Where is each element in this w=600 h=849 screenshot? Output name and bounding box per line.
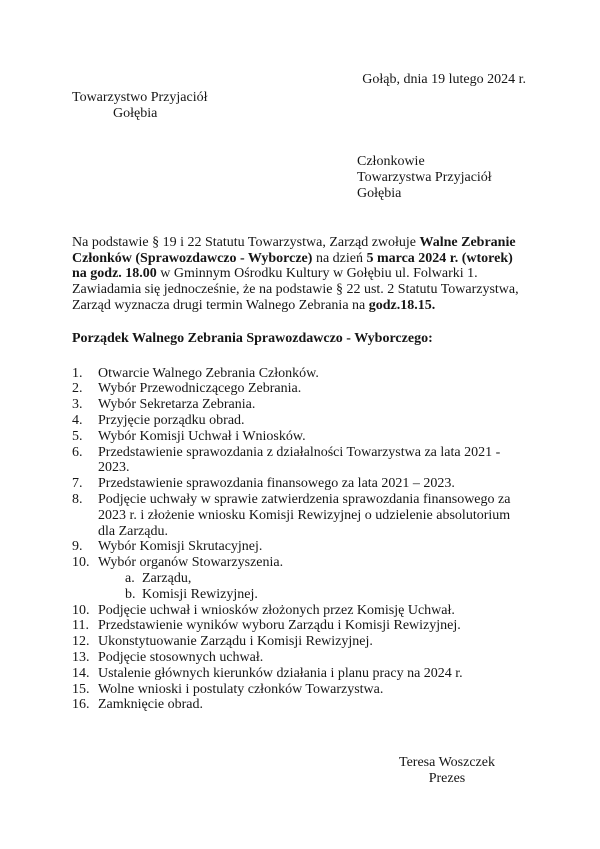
recipient-line: Członkowie: [357, 154, 425, 170]
agenda-subitem-text: Komisji Rewizyjnej.: [142, 586, 258, 602]
agenda-item: [72, 539, 530, 555]
agenda-item: [72, 650, 530, 666]
agenda-item-number: 5.: [72, 428, 83, 444]
agenda-item-text: Podjęcie uchwały w sprawie zatwierdzenia sprawozdania finansowego za 2023 r. i złożenie wniosku Komisji Rewizyjnej o udzielenie absolutorium dla Zarządu.: [98, 491, 511, 539]
agenda-item-number: 10.: [72, 602, 90, 618]
agenda-item-text: Wybór Komisji Uchwał i Wniosków.: [98, 428, 306, 444]
agenda-item: [72, 634, 530, 650]
agenda-item: [72, 492, 530, 539]
agenda-item-number: 4.: [72, 412, 83, 428]
agenda-subitem-letter: b.: [125, 586, 136, 602]
agenda-item-text: Wybór Sekretarza Zebrania.: [98, 397, 256, 413]
agenda-item-text: Wybór Komisji Skrutacyjnej.: [98, 539, 263, 555]
agenda-item-text: Wolne wnioski i postulaty członków Towarzystwa.: [98, 681, 384, 697]
intro-bold-segment: godz.18.15.: [368, 297, 436, 313]
agenda-item-text: Przyjęcie porządku obrad.: [98, 412, 245, 428]
agenda-subitem: [125, 571, 530, 587]
agenda-item-text: Zamknięcie obrad.: [98, 697, 203, 713]
sender-name: Towarzystwo Przyjaciół: [72, 89, 208, 105]
intro-bold-segment: Walne Zebranie Członków (Sprawozdawczo - Wyborcze): [72, 234, 516, 266]
agenda-item: [72, 381, 530, 397]
agenda-item-number: 16.: [72, 697, 90, 713]
agenda-item-number: 7.: [72, 476, 83, 492]
signature-title: Prezes: [428, 770, 466, 786]
recipient-block: [357, 154, 526, 201]
agenda-item-number: 1.: [72, 365, 83, 381]
agenda-heading: Porządek Walnego Zebrania Sprawozdawczo - Wyborczego:: [72, 330, 433, 346]
agenda-item: [72, 697, 530, 713]
agenda-item-number: 13.: [72, 649, 90, 665]
agenda-item-text: Wybór Przewodniczącego Zebrania.: [98, 381, 302, 397]
agenda-item-number: 9.: [72, 539, 83, 555]
agenda-item-text: Ukonstytuowanie Zarządu i Komisji Rewizyjnej.: [98, 634, 373, 650]
signature-block: [377, 755, 517, 787]
date-line: Gołąb, dnia 19 lutego 2024 r.: [362, 72, 526, 87]
intro-bold-segment: 5 marca 2024 r. (wtorek) na godz. 18.00: [72, 250, 513, 282]
recipient-line: Towarzystwa Przyjaciół: [357, 170, 492, 186]
agenda-subitem-text: Zarządu,: [142, 570, 192, 586]
intro-paragraph: [72, 235, 530, 314]
agenda-item: [72, 429, 530, 445]
agenda-item-number: 14.: [72, 665, 90, 681]
agenda-subitem: [125, 587, 530, 603]
agenda-item-number: 15.: [72, 681, 90, 697]
intro-segment: w Gminnym Ośrodku Kultury w Gołębiu ul. Folwarki 1. Zawiadamia się jednocześnie, że na podstawie § 22 ust. 2 Statutu Towarzystwa, Zarząd wyznacza drugi termin Walnego Zebrania na: [72, 266, 519, 313]
agenda-item-number: 10.: [72, 555, 90, 571]
agenda-item: [72, 397, 530, 413]
agenda-item: [72, 445, 530, 477]
sender-block: [72, 90, 232, 122]
agenda-item: [72, 413, 530, 429]
signature-name: Teresa Woszczek: [399, 755, 495, 771]
agenda-item: [72, 476, 530, 492]
agenda-item-number: 3.: [72, 397, 83, 413]
agenda-item-number: 2.: [72, 381, 83, 397]
agenda-item-text: Przedstawienie wyników wyboru Zarządu i Komisji Rewizyjnej.: [98, 618, 461, 634]
agenda-item-text: Otwarcie Walnego Zebrania Członków.: [98, 365, 319, 381]
sender-name-line2: Gołębia: [113, 105, 158, 121]
agenda-subitem-letter: a.: [125, 570, 135, 586]
intro-segment: na dzień: [312, 250, 367, 266]
recipient-line: Gołębia: [357, 185, 402, 201]
agenda-item-text: Przedstawienie sprawozdania z działalności Towarzystwa za lata 2021 - 2023.: [98, 444, 501, 476]
agenda-item-number: 12.: [72, 634, 90, 650]
agenda-item: [72, 603, 530, 619]
agenda-item-text: Przedstawienie sprawozdania finansowego za lata 2021 – 2023.: [98, 476, 455, 492]
agenda-item-text: Wybór organów Stowarzyszenia.: [98, 555, 284, 571]
agenda-item: [72, 682, 530, 698]
agenda-list: [72, 366, 530, 714]
agenda-item-text: Podjęcie uchwał i wniosków złożonych przez Komisję Uchwał.: [98, 602, 455, 618]
agenda-item: [72, 618, 530, 634]
agenda-item: [72, 666, 530, 682]
agenda-item: [72, 366, 530, 382]
agenda-item-number: 11.: [72, 618, 89, 634]
agenda-item-text: Podjęcie stosownych uchwał.: [98, 649, 264, 665]
agenda-item-number: 6.: [72, 444, 83, 460]
agenda-item: [72, 555, 530, 571]
intro-segment: Na podstawie § 19 i 22 Statutu Towarzystwa, Zarząd zwołuje: [72, 234, 420, 250]
agenda-item-number: 8.: [72, 491, 83, 507]
agenda-item-text: Ustalenie głównych kierunków działania i planu pracy na 2024 r.: [98, 665, 463, 681]
